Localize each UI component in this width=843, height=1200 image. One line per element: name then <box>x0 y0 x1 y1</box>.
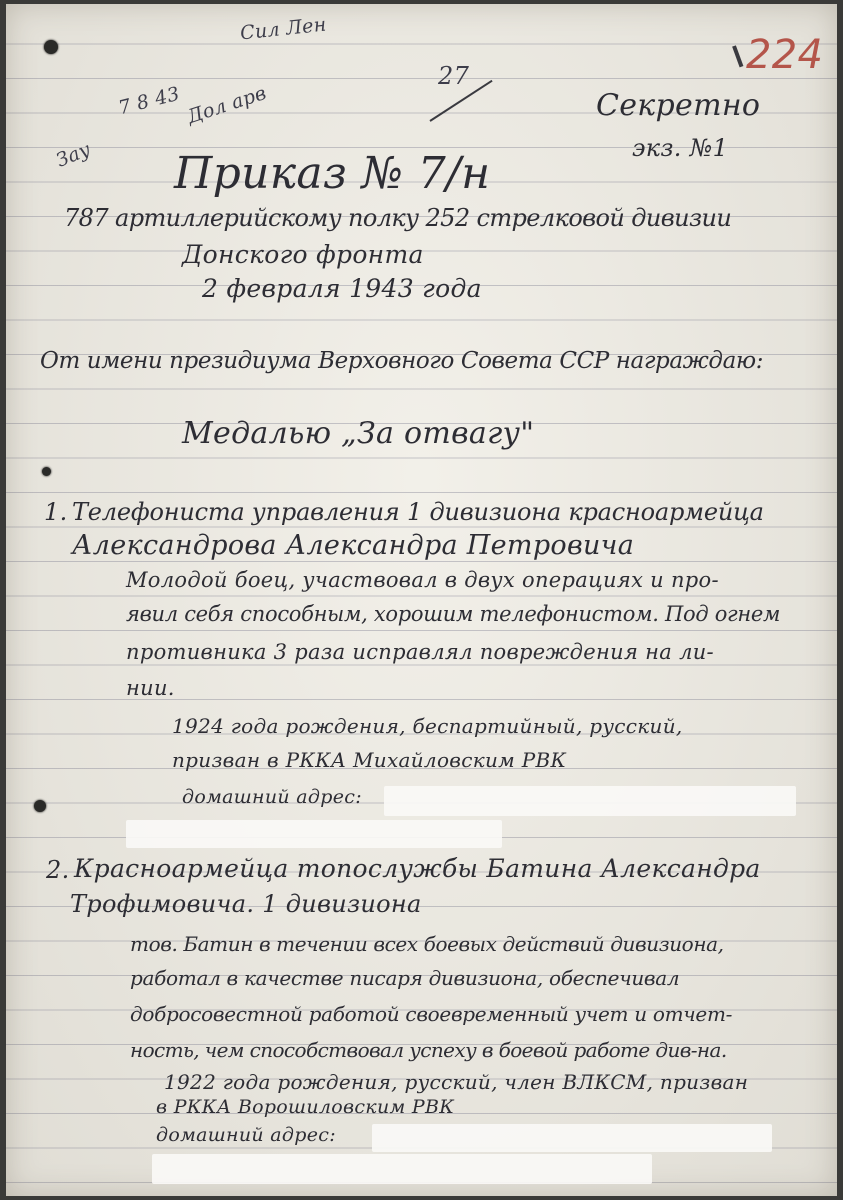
order-date: 2 февраля 1943 года <box>202 274 482 303</box>
front-name: Донского фронта <box>182 240 424 269</box>
archive-number: 224 <box>746 32 824 78</box>
entry-name: Трофимовича. 1 дивизиона <box>70 890 422 918</box>
entry-description-line: явил себя способным, хорошим телефонистом. Под огнем <box>126 602 781 626</box>
entry-description-line: ность, чем способствовал успеху в боевой работе див-на. <box>130 1038 727 1062</box>
entry-description-line: нии. <box>126 676 175 700</box>
entry-address-label: домашний адрес: <box>156 1124 336 1146</box>
unit-line: 787 артиллерийскому полку 252 стрелковой дивизии <box>64 204 732 232</box>
margin-note-za: Зау <box>53 138 94 172</box>
copy-number: экз. №1 <box>632 134 729 162</box>
entry-index: 2. <box>46 856 70 884</box>
archive-mark-stroke <box>732 45 743 67</box>
redacted-address <box>152 1154 652 1184</box>
margin-note-archive: Дол арв <box>184 81 270 129</box>
entry-index: 1. <box>44 498 68 526</box>
entry-name: Александрова Александра Петровича <box>72 530 635 561</box>
redacted-address <box>384 786 796 816</box>
order-title: Приказ № 7/н <box>174 148 491 199</box>
redacted-address <box>126 820 502 848</box>
punch-hole-lower <box>34 800 46 812</box>
entry-bio-line: 1924 года рождения, беспартийный, русский, <box>172 714 683 738</box>
punch-hole-top <box>44 40 58 54</box>
classification-mark: Секретно <box>596 88 761 123</box>
award-intro: От имени президиума Верховного Совета ССР награждаю: <box>40 348 764 374</box>
entry-bio-line: в РККА Ворошиловским РВК <box>156 1096 455 1118</box>
entry-description-line: противника 3 раза исправлял повреждения на ли- <box>126 640 714 664</box>
entry-description-line: Молодой боец, участвовал в двух операциях и про- <box>126 568 719 592</box>
document-page <box>6 4 837 1196</box>
entry-address-label: домашний адрес: <box>182 786 362 808</box>
margin-note-number: 27 <box>438 62 470 90</box>
redacted-address <box>372 1124 772 1152</box>
entry-bio-line: 1922 года рождения, русский, член ВЛКСМ, призван <box>164 1070 749 1094</box>
entry-bio-line: призван в РККА Михайловским РВК <box>172 748 567 772</box>
entry-rank-line: Красноармейца топослужбы Батина Александра <box>74 854 761 883</box>
entry-description-line: тов. Батин в течении всех боевых действий дивизиона, <box>130 932 724 956</box>
entry-description-line: работал в качестве писаря дивизиона, обеспечивал <box>130 966 680 990</box>
medal-name: Медалью „За отвагу" <box>182 416 535 451</box>
margin-note-date: 7 8 43 <box>116 82 182 120</box>
entry-description-line: добросовестной работой своевременный учет и отчет- <box>130 1002 733 1026</box>
entry-rank-line: Телефониста управления 1 дивизиона красноармейца <box>72 498 764 526</box>
punch-hole-middle <box>42 467 51 476</box>
margin-note-top: Сил Лен <box>239 13 328 45</box>
